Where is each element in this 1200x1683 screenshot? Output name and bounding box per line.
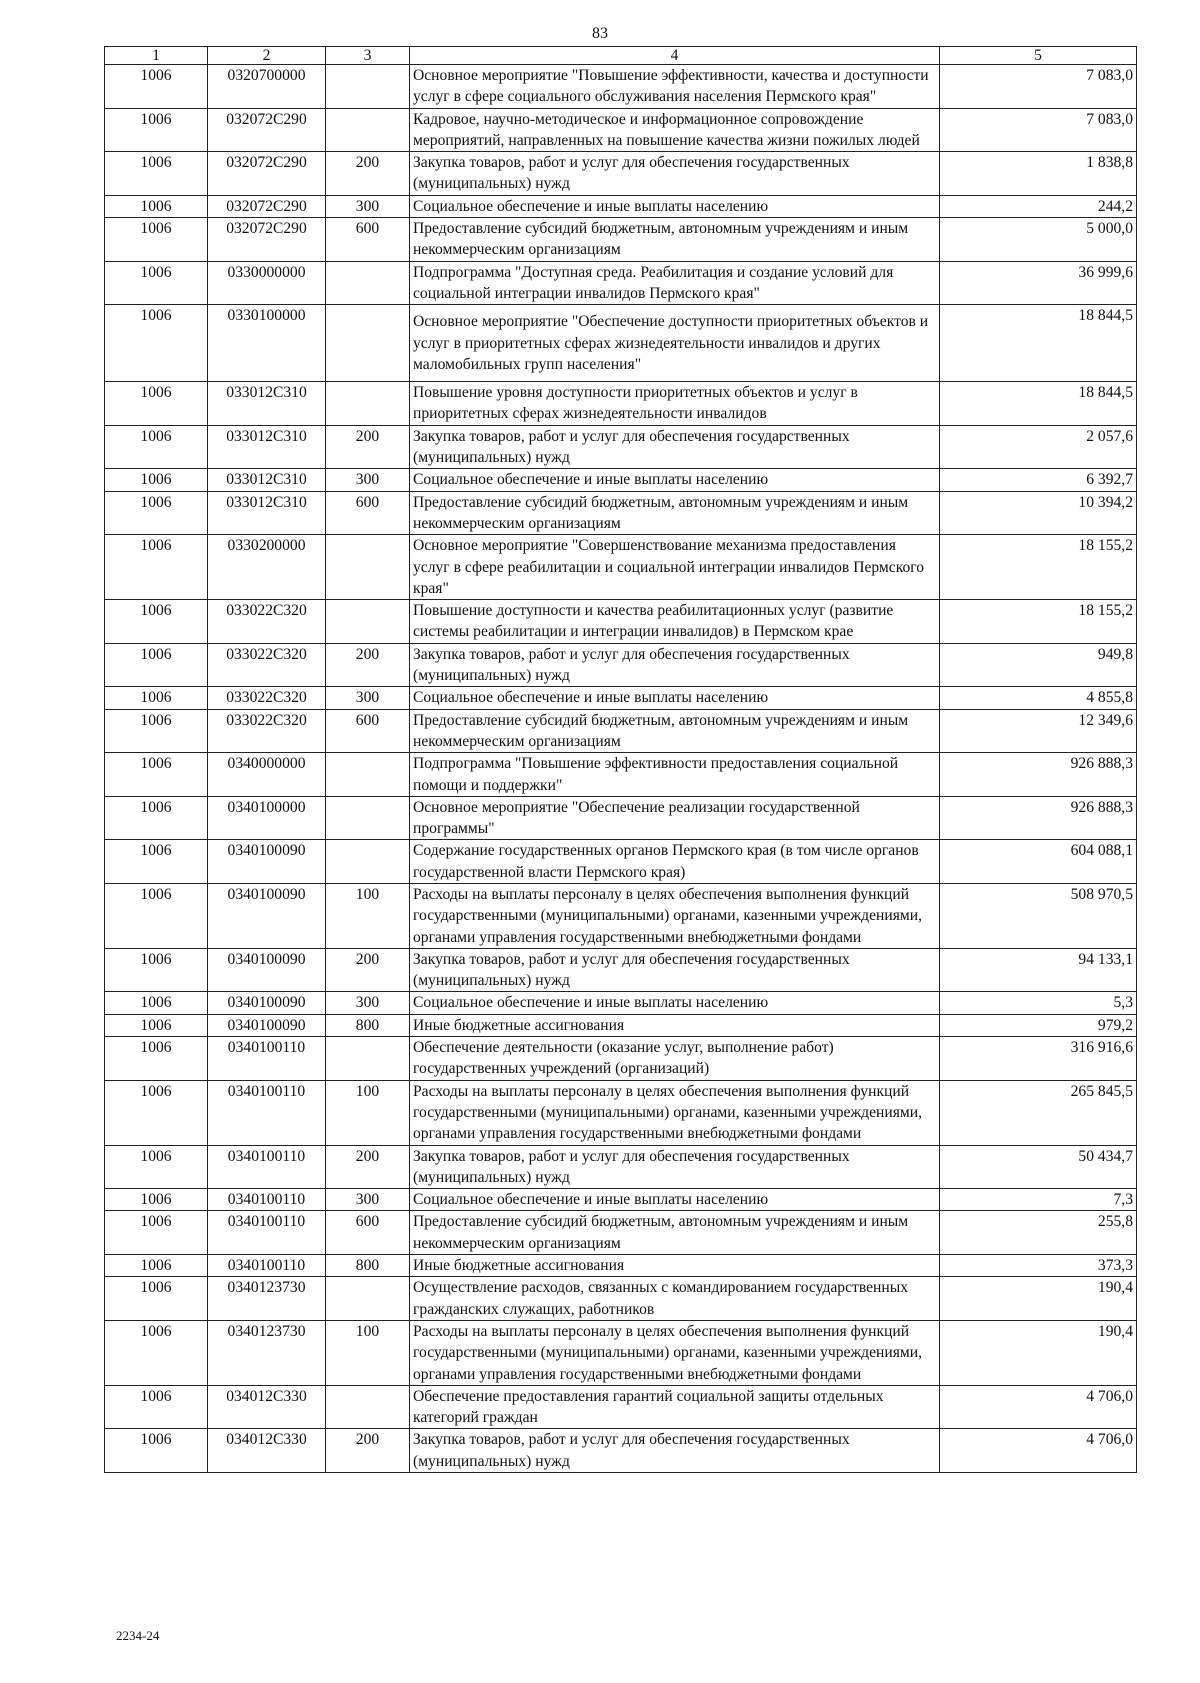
target-article-cell: 032072С290 bbox=[208, 152, 326, 196]
expense-type-cell: 300 bbox=[326, 469, 410, 491]
table-row bbox=[105, 600, 1137, 644]
expense-type-cell bbox=[326, 382, 410, 426]
table-row bbox=[105, 1080, 1137, 1145]
table-row bbox=[105, 261, 1137, 305]
description-cell: Кадровое, научно-методическое и информационное сопровождение мероприятий, направленных на повышение качества жизни пожилых людей bbox=[410, 108, 940, 152]
section-code-cell: 1006 bbox=[105, 1320, 208, 1385]
expense-type-cell: 600 bbox=[326, 709, 410, 753]
column-header-1: 1 bbox=[105, 47, 208, 65]
description-cell: Предоставление субсидий бюджетным, автономным учреждениям и иным некоммерческим организациям bbox=[410, 1211, 940, 1255]
description-cell: Закупка товаров, работ и услуг для обеспечения государственных (муниципальных) нужд bbox=[410, 1429, 940, 1473]
table-row bbox=[105, 382, 1137, 426]
expense-type-cell: 600 bbox=[326, 218, 410, 262]
target-article-cell: 033012С310 bbox=[208, 425, 326, 469]
header-row bbox=[105, 47, 1137, 65]
table-body bbox=[105, 65, 1137, 1473]
section-code-cell: 1006 bbox=[105, 261, 208, 305]
target-article-cell: 0340100110 bbox=[208, 1189, 326, 1211]
expense-type-cell: 200 bbox=[326, 643, 410, 687]
target-article-cell: 033012С310 bbox=[208, 382, 326, 426]
budget-table bbox=[104, 46, 1137, 1473]
description-cell: Закупка товаров, работ и услуг для обеспечения государственных (муниципальных) нужд bbox=[410, 425, 940, 469]
table-row bbox=[105, 709, 1137, 753]
target-article-cell: 0340100090 bbox=[208, 992, 326, 1014]
table-row bbox=[105, 948, 1137, 992]
amount-cell: 94 133,1 bbox=[940, 948, 1137, 992]
expense-type-cell: 300 bbox=[326, 195, 410, 217]
footer-code: 2234-24 bbox=[116, 1628, 160, 1643]
expense-type-cell: 300 bbox=[326, 1189, 410, 1211]
description-cell: Основное мероприятие "Обеспечение реализации государственной программы" bbox=[410, 796, 940, 840]
table-row bbox=[105, 218, 1137, 262]
table-row bbox=[105, 1385, 1137, 1429]
description-cell: Закупка товаров, работ и услуг для обеспечения государственных (муниципальных) нужд bbox=[410, 1145, 940, 1189]
column-header-5: 5 bbox=[940, 47, 1137, 65]
table-row bbox=[105, 1320, 1137, 1385]
section-code-cell: 1006 bbox=[105, 491, 208, 535]
section-code-cell: 1006 bbox=[105, 796, 208, 840]
section-code-cell: 1006 bbox=[105, 152, 208, 196]
target-article-cell: 0340123730 bbox=[208, 1277, 326, 1321]
table-row bbox=[105, 1429, 1137, 1473]
column-header-3: 3 bbox=[326, 47, 410, 65]
expense-type-cell bbox=[326, 305, 410, 382]
target-article-cell: 0340100110 bbox=[208, 1211, 326, 1255]
table-row bbox=[105, 152, 1137, 196]
table-row bbox=[105, 1189, 1137, 1211]
section-code-cell: 1006 bbox=[105, 305, 208, 382]
section-code-cell: 1006 bbox=[105, 65, 208, 109]
expense-type-cell bbox=[326, 840, 410, 884]
target-article-cell: 0340000000 bbox=[208, 753, 326, 797]
table-row bbox=[105, 305, 1137, 382]
amount-cell: 18 155,2 bbox=[940, 535, 1137, 600]
amount-cell: 18 844,5 bbox=[940, 382, 1137, 426]
section-code-cell: 1006 bbox=[105, 840, 208, 884]
expense-type-cell: 800 bbox=[326, 1255, 410, 1277]
description-cell: Содержание государственных органов Пермского края (в том числе органов государственной власти Пермского края) bbox=[410, 840, 940, 884]
table-row bbox=[105, 687, 1137, 709]
section-code-cell: 1006 bbox=[105, 1385, 208, 1429]
table-row bbox=[105, 108, 1137, 152]
expense-type-cell bbox=[326, 535, 410, 600]
description-cell: Подпрограмма "Доступная среда. Реабилитация и создание условий для социальной интеграции инвалидов Пермского края" bbox=[410, 261, 940, 305]
section-code-cell: 1006 bbox=[105, 1145, 208, 1189]
target-article-cell: 0330000000 bbox=[208, 261, 326, 305]
table-row bbox=[105, 796, 1137, 840]
description-cell: Повышение уровня доступности приоритетных объектов и услуг в приоритетных сферах жизнедеятельности инвалидов bbox=[410, 382, 940, 426]
expense-type-cell: 300 bbox=[326, 992, 410, 1014]
section-code-cell: 1006 bbox=[105, 1080, 208, 1145]
target-article-cell: 034012С330 bbox=[208, 1385, 326, 1429]
amount-cell: 7,3 bbox=[940, 1189, 1137, 1211]
amount-cell: 4 706,0 bbox=[940, 1429, 1137, 1473]
description-cell: Подпрограмма "Повышение эффективности предоставления социальной помощи и поддержки" bbox=[410, 753, 940, 797]
section-code-cell: 1006 bbox=[105, 1211, 208, 1255]
expense-type-cell bbox=[326, 65, 410, 109]
table-row bbox=[105, 883, 1137, 948]
target-article-cell: 033012С310 bbox=[208, 469, 326, 491]
description-cell: Основное мероприятие "Повышение эффективности, качества и доступности услуг в сфере социального обслуживания населения Пермского края" bbox=[410, 65, 940, 109]
section-code-cell: 1006 bbox=[105, 1037, 208, 1081]
amount-cell: 18 844,5 bbox=[940, 305, 1137, 382]
description-cell: Закупка товаров, работ и услуг для обеспечения государственных (муниципальных) нужд bbox=[410, 643, 940, 687]
target-article-cell: 0340100000 bbox=[208, 796, 326, 840]
description-cell: Основное мероприятие "Обеспечение доступности приоритетных объектов и услуг в приоритетных сферах жизнедеятельности инвалидов и других маломобильных групп населения" bbox=[410, 305, 940, 382]
amount-cell: 5,3 bbox=[940, 992, 1137, 1014]
section-code-cell: 1006 bbox=[105, 535, 208, 600]
section-code-cell: 1006 bbox=[105, 1277, 208, 1321]
amount-cell: 604 088,1 bbox=[940, 840, 1137, 884]
column-header-2: 2 bbox=[208, 47, 326, 65]
expense-type-cell: 100 bbox=[326, 883, 410, 948]
expense-type-cell: 800 bbox=[326, 1014, 410, 1036]
section-code-cell: 1006 bbox=[105, 687, 208, 709]
target-article-cell: 033022С320 bbox=[208, 687, 326, 709]
expense-type-cell bbox=[326, 753, 410, 797]
table-row bbox=[105, 992, 1137, 1014]
description-cell: Социальное обеспечение и иные выплаты населению bbox=[410, 1189, 940, 1211]
target-article-cell: 0340100090 bbox=[208, 1014, 326, 1036]
description-cell: Расходы на выплаты персоналу в целях обеспечения выполнения функций государственными (муниципальными) органами, казенными учреждениями, органами управления государственными внебюджетными фондами bbox=[410, 1320, 940, 1385]
target-article-cell: 0340100090 bbox=[208, 948, 326, 992]
table-row bbox=[105, 753, 1137, 797]
expense-type-cell bbox=[326, 108, 410, 152]
amount-cell: 979,2 bbox=[940, 1014, 1137, 1036]
target-article-cell: 033022С320 bbox=[208, 643, 326, 687]
target-article-cell: 0340123730 bbox=[208, 1320, 326, 1385]
section-code-cell: 1006 bbox=[105, 195, 208, 217]
target-article-cell: 0340100090 bbox=[208, 840, 326, 884]
amount-cell: 7 083,0 bbox=[940, 108, 1137, 152]
description-cell: Повышение доступности и качества реабилитационных услуг (развитие системы реабилитации и интеграции инвалидов) в Пермском крае bbox=[410, 600, 940, 644]
description-cell: Иные бюджетные ассигнования bbox=[410, 1014, 940, 1036]
table-row bbox=[105, 1211, 1137, 1255]
table-row bbox=[105, 425, 1137, 469]
amount-cell: 190,4 bbox=[940, 1277, 1137, 1321]
expense-type-cell bbox=[326, 1037, 410, 1081]
amount-cell: 926 888,3 bbox=[940, 796, 1137, 840]
table-row bbox=[105, 65, 1137, 109]
amount-cell: 255,8 bbox=[940, 1211, 1137, 1255]
expense-type-cell: 600 bbox=[326, 491, 410, 535]
amount-cell: 18 155,2 bbox=[940, 600, 1137, 644]
amount-cell: 36 999,6 bbox=[940, 261, 1137, 305]
amount-cell: 1 838,8 bbox=[940, 152, 1137, 196]
table-row bbox=[105, 1277, 1137, 1321]
description-cell: Обеспечение предоставления гарантий социальной защиты отдельных категорий граждан bbox=[410, 1385, 940, 1429]
amount-cell: 244,2 bbox=[940, 195, 1137, 217]
expense-type-cell bbox=[326, 1277, 410, 1321]
description-cell: Основное мероприятие "Совершенствование механизма предоставления услуг в сфере реабилитации и социальной интеграции инвалидов Пермского края" bbox=[410, 535, 940, 600]
amount-cell: 4 706,0 bbox=[940, 1385, 1137, 1429]
expense-type-cell: 200 bbox=[326, 425, 410, 469]
target-article-cell: 0320700000 bbox=[208, 65, 326, 109]
amount-cell: 508 970,5 bbox=[940, 883, 1137, 948]
amount-cell: 6 392,7 bbox=[940, 469, 1137, 491]
description-cell: Осуществление расходов, связанных с командированием государственных гражданских служащих, работников bbox=[410, 1277, 940, 1321]
section-code-cell: 1006 bbox=[105, 1429, 208, 1473]
expense-type-cell: 600 bbox=[326, 1211, 410, 1255]
target-article-cell: 032072С290 bbox=[208, 195, 326, 217]
amount-cell: 2 057,6 bbox=[940, 425, 1137, 469]
description-cell: Социальное обеспечение и иные выплаты населению bbox=[410, 469, 940, 491]
target-article-cell: 034012С330 bbox=[208, 1429, 326, 1473]
expense-type-cell: 300 bbox=[326, 687, 410, 709]
expense-type-cell bbox=[326, 1385, 410, 1429]
table-row bbox=[105, 643, 1137, 687]
target-article-cell: 033022С320 bbox=[208, 709, 326, 753]
description-cell: Закупка товаров, работ и услуг для обеспечения государственных (муниципальных) нужд bbox=[410, 152, 940, 196]
expense-type-cell bbox=[326, 796, 410, 840]
section-code-cell: 1006 bbox=[105, 1014, 208, 1036]
amount-cell: 949,8 bbox=[940, 643, 1137, 687]
expense-type-cell: 200 bbox=[326, 1145, 410, 1189]
section-code-cell: 1006 bbox=[105, 469, 208, 491]
section-code-cell: 1006 bbox=[105, 948, 208, 992]
description-cell: Социальное обеспечение и иные выплаты населению bbox=[410, 687, 940, 709]
target-article-cell: 0340100110 bbox=[208, 1037, 326, 1081]
section-code-cell: 1006 bbox=[105, 753, 208, 797]
target-article-cell: 0330200000 bbox=[208, 535, 326, 600]
expense-type-cell: 100 bbox=[326, 1320, 410, 1385]
section-code-cell: 1006 bbox=[105, 218, 208, 262]
target-article-cell: 032072С290 bbox=[208, 218, 326, 262]
amount-cell: 926 888,3 bbox=[940, 753, 1137, 797]
amount-cell: 373,3 bbox=[940, 1255, 1137, 1277]
table-row bbox=[105, 840, 1137, 884]
table-row bbox=[105, 491, 1137, 535]
section-code-cell: 1006 bbox=[105, 643, 208, 687]
target-article-cell: 033022С320 bbox=[208, 600, 326, 644]
description-cell: Предоставление субсидий бюджетным, автономным учреждениям и иным некоммерческим организациям bbox=[410, 218, 940, 262]
description-cell: Обеспечение деятельности (оказание услуг, выполнение работ) государственных учреждений (организаций) bbox=[410, 1037, 940, 1081]
description-cell: Предоставление субсидий бюджетным, автономным учреждениям и иным некоммерческим организациям bbox=[410, 491, 940, 535]
section-code-cell: 1006 bbox=[105, 709, 208, 753]
section-code-cell: 1006 bbox=[105, 425, 208, 469]
description-cell: Социальное обеспечение и иные выплаты населению bbox=[410, 195, 940, 217]
target-article-cell: 0340100110 bbox=[208, 1080, 326, 1145]
amount-cell: 5 000,0 bbox=[940, 218, 1137, 262]
column-header-4: 4 bbox=[410, 47, 940, 65]
description-cell: Социальное обеспечение и иные выплаты населению bbox=[410, 992, 940, 1014]
section-code-cell: 1006 bbox=[105, 108, 208, 152]
table-row bbox=[105, 1037, 1137, 1081]
section-code-cell: 1006 bbox=[105, 883, 208, 948]
target-article-cell: 0340100110 bbox=[208, 1145, 326, 1189]
expense-type-cell bbox=[326, 261, 410, 305]
amount-cell: 7 083,0 bbox=[940, 65, 1137, 109]
target-article-cell: 0330100000 bbox=[208, 305, 326, 382]
expense-type-cell: 200 bbox=[326, 152, 410, 196]
amount-cell: 12 349,6 bbox=[940, 709, 1137, 753]
section-code-cell: 1006 bbox=[105, 1189, 208, 1211]
amount-cell: 190,4 bbox=[940, 1320, 1137, 1385]
description-cell: Расходы на выплаты персоналу в целях обеспечения выполнения функций государственными (муниципальными) органами, казенными учреждениями, органами управления государственными внебюджетными фондами bbox=[410, 1080, 940, 1145]
description-cell: Закупка товаров, работ и услуг для обеспечения государственных (муниципальных) нужд bbox=[410, 948, 940, 992]
expense-type-cell: 100 bbox=[326, 1080, 410, 1145]
table-row bbox=[105, 1255, 1137, 1277]
table-row bbox=[105, 195, 1137, 217]
expense-type-cell: 200 bbox=[326, 948, 410, 992]
expense-type-cell bbox=[326, 600, 410, 644]
table-row bbox=[105, 1145, 1137, 1189]
expense-type-cell: 200 bbox=[326, 1429, 410, 1473]
amount-cell: 50 434,7 bbox=[940, 1145, 1137, 1189]
section-code-cell: 1006 bbox=[105, 992, 208, 1014]
table-row bbox=[105, 535, 1137, 600]
section-code-cell: 1006 bbox=[105, 600, 208, 644]
target-article-cell: 0340100090 bbox=[208, 883, 326, 948]
section-code-cell: 1006 bbox=[105, 1255, 208, 1277]
description-cell: Расходы на выплаты персоналу в целях обеспечения выполнения функций государственными (муниципальными) органами, казенными учреждениями, органами управления государственными внебюджетными фондами bbox=[410, 883, 940, 948]
amount-cell: 265 845,5 bbox=[940, 1080, 1137, 1145]
page-number: 83 bbox=[592, 25, 608, 42]
amount-cell: 4 855,8 bbox=[940, 687, 1137, 709]
description-cell: Иные бюджетные ассигнования bbox=[410, 1255, 940, 1277]
amount-cell: 316 916,6 bbox=[940, 1037, 1137, 1081]
target-article-cell: 033012С310 bbox=[208, 491, 326, 535]
table-row bbox=[105, 469, 1137, 491]
description-cell: Предоставление субсидий бюджетным, автономным учреждениям и иным некоммерческим организациям bbox=[410, 709, 940, 753]
target-article-cell: 0340100110 bbox=[208, 1255, 326, 1277]
section-code-cell: 1006 bbox=[105, 382, 208, 426]
table-row bbox=[105, 1014, 1137, 1036]
amount-cell: 10 394,2 bbox=[940, 491, 1137, 535]
target-article-cell: 032072С290 bbox=[208, 108, 326, 152]
